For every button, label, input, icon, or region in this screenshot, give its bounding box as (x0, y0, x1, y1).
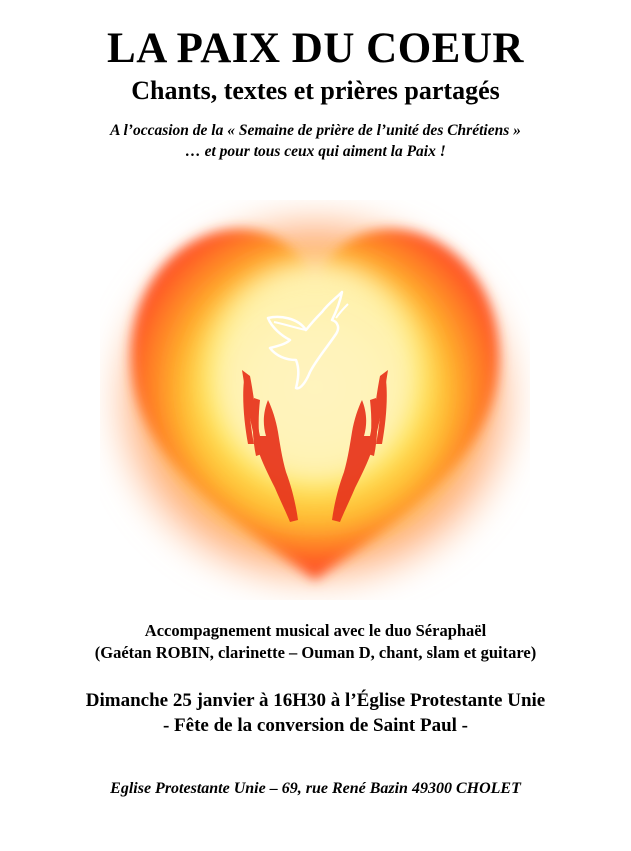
music-line-1: Accompagnement musical avec le duo Séraphaël (144, 621, 487, 640)
occasion-text (0, 120, 631, 162)
heart-dove-hands-icon (100, 200, 530, 600)
music-accompaniment (0, 620, 631, 664)
venue-address: Eglise Protestante Unie – 69, rue René Bazin 49300 CHOLET (110, 780, 521, 797)
event-date-line: Dimanche 25 janvier à 16H30 à l’Église Protestante Unie (85, 690, 546, 711)
event-details (0, 688, 631, 738)
occasion-line-1: A l’occasion de la « Semaine de prière de l’unité des Chrétiens » (110, 122, 521, 139)
event-occasion-line: - Fête de la conversion de Saint Paul - (162, 715, 469, 736)
inner-yellow (185, 270, 445, 530)
page-title: LA PAIX DU COEUR (107, 25, 524, 72)
page-subtitle: Chants, textes et prières partagés (131, 76, 500, 105)
heart-illustration (100, 200, 530, 600)
music-line-2: (Gaétan ROBIN, clarinette – Ouman D, chant, slam et guitare) (94, 643, 537, 662)
occasion-line-2: … et pour tous ceux qui aiment la Paix ! (185, 143, 446, 160)
